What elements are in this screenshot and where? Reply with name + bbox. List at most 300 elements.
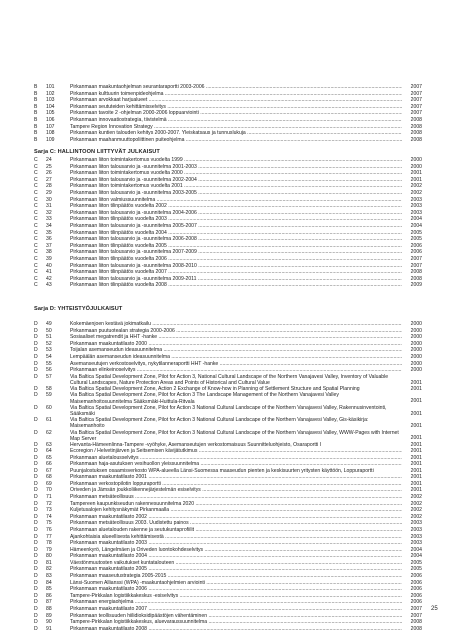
series-letter: B [34,97,38,104]
publication-year: 2006 [404,249,422,256]
publication-row [34,243,422,250]
series-letter: D [34,347,38,354]
publication-number: 66 [46,461,52,468]
publication-number: 105 [46,110,55,117]
publication-row [34,334,422,341]
publication-year: 2001 [404,455,422,462]
publication-number: 35 [46,229,52,236]
series-letter: D [34,526,38,533]
publication-row [34,197,422,204]
publication-number: 61 [46,417,52,424]
publication-year: 2002 [404,514,422,521]
publication-number: 67 [46,467,52,474]
publication-year: 2001 [404,177,422,184]
publication-year: 2001 [404,487,422,494]
publication-title: Pirkanmaan liiton valmiussuunnitelma ..... [70,197,402,204]
publication-number: 91 [46,625,52,632]
publication-year: 2007 [404,256,422,263]
publication-row [34,361,422,368]
publication-year: 2003 [404,197,422,204]
publication-year: 2009 [404,282,422,289]
publication-year: 2006 [404,243,422,250]
publication-title: Pirkanmaan aluetalouden rakenne ja seutukuntaprofiilit ..... [70,527,402,534]
series-letter: B [34,84,38,90]
publication-row [34,321,422,328]
series-letter: B [34,103,38,110]
publication-number: 84 [46,579,52,586]
publication-year: 2001 [404,435,422,442]
series-letter: C [34,262,38,269]
publication-number: 108 [46,130,55,137]
publication-row [34,606,422,613]
publication-year: 2001 [404,170,422,177]
publication-row [34,341,422,348]
series-letter: D [34,520,38,527]
publication-year: 2007 [404,613,422,620]
publication-year: 2001 [404,474,422,481]
series-letter: D [34,353,38,360]
publication-year: 2005 [404,560,422,567]
publication-number: 73 [46,507,52,514]
series-letter: D [34,367,38,374]
publication-title: Toijalan asemanseudun ideasuunnitelma ..... [70,347,402,354]
publication-row [34,269,422,276]
publication-row [34,599,422,606]
publication-title: Pirkanmaan innovaatiostrategia, tiivistelmä ..... [70,117,402,124]
publication-title: Pirkanmaan energiaohjelma ..... [70,599,402,606]
series-letter: C [34,170,38,177]
publication-title: Pirkanmaan kulttuurin toimenpideohjelma ..... [70,91,402,98]
publication-row [34,276,422,283]
series-letter: D [34,612,38,619]
publication-row [34,84,422,91]
series-letter: D [34,392,38,399]
publication-year: 2007 [404,84,422,91]
publication-title: Pirkanmaan tavoite 2 -ohjelman 2000-2006 loppuarviointi ..... [70,110,402,117]
publication-title: Pirkanmaan maakuntatilasto 2001 ..... [70,474,402,481]
publication-year: 2003 [404,203,422,210]
publication-title: Pirkanmaan liiton tilinpäätös vuodelta 2005 ..... [70,243,402,250]
series-letter: D [34,321,38,327]
publication-year: 2008 [404,626,422,633]
publication-title: Pirkanmaan puutuotealan strategia 2000-2006 ..... [70,328,402,335]
publication-year: 2008 [404,269,422,276]
publication-number: 43 [46,282,52,289]
publication-row [34,124,422,131]
publication-year: 2008 [404,117,422,124]
publication-year: 2000 [404,328,422,335]
publication-year: 2000 [404,361,422,368]
series-letter: D [34,500,38,507]
publication-row [34,626,422,633]
series-letter: C [34,222,38,229]
publication-row [34,110,422,117]
publication-year: 2002 [404,494,422,501]
publication-row [34,367,422,374]
publication-title: Pirkanmaan maakuntaohjelman seurantaraportti 2003-2006 ..... [70,84,402,91]
publication-title: Pirkanmaan liiton talousarvio ja -suunnitelma 2008-2010 ..... [70,263,402,270]
publication-row [34,494,422,501]
publication-row [34,210,422,217]
publication-year: 2008 [404,137,422,144]
series-letter: D [34,546,38,553]
publication-title: Via Baltica Spatial Development Zone, Pilot for Action 3 National Cultural Landscape of the Northern Vanajavesi Valley, Rakennusinventointi, Sääksmäki [70,404,387,417]
publication-number: 75 [46,520,52,527]
publication-title: Kokemäenjoen kestävä jokimatkailu ..... [70,321,402,328]
publication-title: Pirkanmaan maakuntatilasto 2007 ..... [70,606,402,613]
series-letter: D [34,559,38,566]
publication-row [34,97,422,104]
publication-number: 53 [46,347,52,354]
publication-title: Puunjalostuksen osaamisverkosto WPA-alueella Länsi-Suomessa maaseudun pienten ja keskisuurten yritysten käyttöön, Loppuraportti [70,467,374,474]
publication-title: Pirkanmaan maakuntatilasto 2006 ..... [70,586,402,593]
publication-year: 2006 [404,573,422,580]
publication-number: 30 [46,196,52,203]
publication-row [34,117,422,124]
publication-number: 79 [46,546,52,553]
publication-title: Pirkanmaan liiton talousarvio ja -suunnitelma 2005-2007 ..... [70,223,402,230]
publication-year: 2008 [404,276,422,283]
publication-row [34,566,422,573]
publication-number: 31 [46,203,52,210]
publication-title: Pirkanmaan liiton toimintakertomus vuodelta 1999 ..... [70,157,402,164]
series-letter: C [34,203,38,210]
publication-year: 2004 [404,553,422,560]
publication-year: 2007 [404,97,422,104]
publication-title: Pirkanmaan teollisuuden hiilidioksidipäästöjen vähentäminen ..... [70,613,402,620]
publication-row [34,586,422,593]
series-letter: C [34,189,38,196]
publication-number: 29 [46,189,52,196]
publication-title: Pirkanmaan kuntien talouden kehitys 2000-2007. Yleiskatsaus ja tunnuslukuja ..... [70,130,402,137]
series-letter: D [34,592,38,599]
series-letter: D [34,461,38,468]
publication-title: Pirkanmaan seututeiden kehittämisselvitys ..... [70,104,402,111]
publication-number: 89 [46,612,52,619]
series-letter: D [34,513,38,520]
series-letter: C [34,269,38,276]
publication-row [34,236,422,243]
publication-title: Pirkanmaan liiton tilinpäätös vuodelta 2007 ..... [70,269,402,276]
series-letter: C [34,209,38,216]
publication-title: Via Baltica Spatial Development Zone, Action 2 Exchange of Know-how in Planning of Settlement Structure and Spatial Planning [70,386,360,393]
publication-year: 2000 [404,157,422,164]
publication-number: 80 [46,553,52,560]
publication-row [34,448,422,455]
publication-year: 2006 [404,593,422,600]
publication-row [34,619,422,626]
publication-row [34,249,422,256]
publication-row [34,374,422,386]
publication-number: 38 [46,249,52,256]
publication-number: 88 [46,606,52,613]
series-letter: D [34,386,38,393]
series-letter: C [34,216,38,223]
publication-title: Pirkanmaan maakuntatilasto 2002 ..... [70,514,402,521]
publication-row [34,501,422,508]
publication-year: 2007 [404,606,422,613]
publication-year: 2001 [404,380,422,387]
publication-row [34,593,422,600]
series-letter: C [34,282,38,289]
publication-title: Pirkanmaan liiton talousarvio ja -suunnitelma 2004-2006 ..... [70,210,402,217]
publication-number: 28 [46,183,52,190]
publication-number: 85 [46,586,52,593]
series-letter: D [34,467,38,474]
publication-row [34,547,422,554]
publication-title: Pirkanmaan liiton tilinpäätös vuodelta 2006 ..... [70,256,402,263]
publication-number: 69 [46,480,52,487]
publication-number: 78 [46,540,52,547]
publication-number: 26 [46,170,52,177]
publication-title: Pirkanmaan liiton tilinpäätös vuodelta 2004 ..... [70,230,402,237]
publication-row [34,230,422,237]
publication-year: 2005 [404,230,422,237]
series-letter: B [34,136,38,143]
publication-number: 77 [46,533,52,540]
publication-year: 2001 [404,386,422,393]
publication-title: Pirkanmaan liiton talousarvio ja -suunnitelma 2001-2003 ..... [70,164,402,171]
publication-number: 25 [46,163,52,170]
publication-row [34,177,422,184]
publication-title: Sosiaaliset megatrendit ja HHT -hanke ..... [70,334,402,341]
publication-number: 57 [46,373,52,380]
publication-title: Tampereen kaupunkiseudun rakennesuunnitelma 2020 ..... [70,501,402,508]
publication-year: 2000 [404,367,422,374]
series-letter: D [34,553,38,560]
publication-title: Tampere Region Innovation Strategy ..... [70,124,402,131]
publication-row [34,216,422,223]
series-letter: D [34,566,38,573]
publication-number: 59 [46,392,52,399]
publication-title: Lempäälän asemanseudun ideasuunnitelma ..... [70,354,402,361]
publication-number: 62 [46,429,52,436]
publication-title: Via Baltica Spatial Development Zone, Pilot for Action 3 National Cultural Landscape of the Northern Vanajavesi Valley, Gis-käsikirja: Maisemanhoito [70,417,369,430]
series-d-list [34,321,422,632]
publication-row [34,104,422,111]
publication-title: Pirkanmaan maakuntatilasto 2008 ..... [70,626,402,633]
series-letter: D [34,327,38,334]
series-letter: D [34,454,38,461]
publication-title: Pirkanmaan liiton tilinpäätös vuodelta 2003 ..... [70,216,402,223]
series-d-heading: Sarja D: YHTEISTYÖJULKAISUT [34,306,123,312]
publication-title: Pirkanmaan liiton talousarvio ja -suunnitelma 2007-2009 ..... [70,249,402,256]
publication-title: Pirkanmaan haja-asutuksen vesihuollon yleissuunnitelma ..... [70,461,402,468]
series-letter: D [34,448,38,455]
publication-year: 2003 [404,540,422,547]
publication-number: 56 [46,367,52,374]
publication-title: Oriveden ja Jämsän joukkoliikennejärjestelmän esiselvitys ..... [70,487,402,494]
series-letter: C [34,183,38,190]
publication-title: Via Baltica Spatial Development Zone, Pilot for Action 3, National Cultural Landscape of the Northern Vanajavesi Valley, Inventory of Valuable Cultural Landscapes, Nature Protection Areas and Points of Historical and Cultural Value [70,373,389,386]
publication-year: 2001 [404,468,422,475]
publication-number: 24 [46,157,52,163]
publication-year: 2002 [404,190,422,197]
publication-title: Pirkanmaan liiton toimintakertomus vuodelta 2000 ..... [70,170,402,177]
publication-year: 2006 [404,580,422,587]
publication-title: Pirkanmaan liiton talousarvio ja -suunnitelma 2006-2008 ..... [70,236,402,243]
publication-year: 2001 [404,398,422,405]
publication-title: Pirkanmaan verkostopilotin loppuraportti ..... [70,481,402,488]
publication-year: 2007 [404,104,422,111]
series-letter: C [34,163,38,170]
publication-number: 72 [46,500,52,507]
series-letter: D [34,373,38,380]
publication-title: Pirkanmaan metsäteollisuus ..... [70,494,402,501]
series-letter: B [34,116,38,123]
publication-number: 83 [46,573,52,580]
publication-year: 2000 [404,347,422,354]
publication-title: Pirkanmaan elinkeinoselvitys ..... [70,367,402,374]
publication-row [34,282,422,289]
publication-row [34,534,422,541]
publication-number: 87 [46,599,52,606]
publication-number: 33 [46,216,52,223]
publication-title: Pirkanmaan maakuntatilasto 2004 ..... [70,553,402,560]
series-letter: C [34,249,38,256]
publication-row [34,455,422,462]
publication-row [34,392,422,404]
publication-year: 2000 [404,164,422,171]
publication-row [34,540,422,547]
publication-title: Pirkanmaan aluetalousselvitys ..... [70,455,402,462]
publication-title: Pirkanmaan liiton tilinpäätös vuodelta 2008 ..... [70,282,402,289]
publication-number: 60 [46,404,52,411]
publication-row [34,130,422,137]
series-letter: D [34,619,38,626]
publication-year: 2000 [404,321,422,328]
publication-number: 68 [46,474,52,481]
publication-number: 102 [46,90,55,97]
publication-title: Pirkanmaan maahanmuuttopoliittinen puiteohjelma ..... [70,137,402,144]
series-letter: D [34,417,38,424]
publication-number: 58 [46,386,52,393]
publication-year: 2000 [404,341,422,348]
publication-number: 36 [46,236,52,243]
series-letter: D [34,429,38,436]
publication-title: Pirkanmaan liiton talousarvio ja -suunnitelma 2009-2011 ..... [70,276,402,283]
publication-title: Pirkanmaan maakuntatilasto 2005 ..... [70,566,402,573]
publication-year: 2008 [404,130,422,137]
publication-number: 50 [46,327,52,334]
publication-title: Pirkanmaan liiton toimintakertomus vuodelta 2001 ..... [70,183,402,190]
publication-number: 27 [46,176,52,183]
publication-row [34,328,422,335]
publication-number: 42 [46,275,52,282]
series-letter: D [34,507,38,514]
publication-row [34,553,422,560]
publication-year: 2007 [404,91,422,98]
publication-number: 34 [46,222,52,229]
series-letter: D [34,606,38,613]
series-letter: D [34,474,38,481]
publication-row [34,573,422,580]
publication-year: 2003 [404,534,422,541]
publication-number: 70 [46,487,52,494]
publication-title: Via Baltica Spatial Development Zone, Pilot for Action 3 National Cultural Landscape of the Northern Vanajavesi Valley, WWW-Pages with Internet Map Server [70,429,399,442]
publication-year: 2006 [404,586,422,593]
series-letter: B [34,90,38,97]
publication-row [34,430,422,442]
publication-year: 2001 [404,481,422,488]
publication-number: 40 [46,262,52,269]
publication-row [34,223,422,230]
publication-row [34,481,422,488]
publication-title: Pirkanmaan arvokkaat harjualueet ..... [70,97,402,104]
publication-title: Ajankohtaisia alueellisesta kehittämisestä ..... [70,534,402,541]
publication-number: 71 [46,493,52,500]
publication-row [34,474,422,481]
publication-year: 2003 [404,527,422,534]
publication-year: 2000 [404,334,422,341]
series-letter: C [34,229,38,236]
publication-number: 101 [46,84,55,90]
publication-number: 82 [46,566,52,573]
publication-row [34,164,422,171]
publication-title: Tampere-Pirkkalan logistiikkakeskus -esiselvitys ..... [70,593,402,600]
publication-title: Väestönmuutosten vaikutukset kuntatalouteen ..... [70,560,402,567]
series-letter: B [34,110,38,117]
publication-row [34,560,422,567]
publication-number: 32 [46,209,52,216]
series-letter: D [34,579,38,586]
publication-title: Pirkanmaan liiton talousarvio ja -suunnitelma 2002-2004 ..... [70,177,402,184]
publication-year: 2001 [404,423,422,430]
publication-year: 2003 [404,210,422,217]
publication-number: 41 [46,269,52,276]
publication-title: Pirkanmaan liiton tilinpäätös vuodelta 2002 ..... [70,203,402,210]
publication-year: 2008 [404,124,422,131]
publication-number: 64 [46,448,52,455]
publication-number: 74 [46,513,52,520]
series-letter: D [34,404,38,411]
publication-year: 2004 [404,547,422,554]
series-letter: D [34,493,38,500]
publication-year: 2001 [404,442,422,449]
series-letter: D [34,360,38,367]
series-b-list [34,84,422,143]
series-letter: D [34,533,38,540]
publication-title: Tampere-Pirkkalan logistiikkakeskus, aluevaraussuunnitelma ..... [70,619,402,626]
publication-number: 55 [46,360,52,367]
publication-number: 63 [46,441,52,448]
publication-year: 2002 [404,501,422,508]
publication-row [34,520,422,527]
series-c-heading: Sarja C: HALLINTOON LIITTYVÄT JULKAISUT [34,149,160,155]
publication-row [34,613,422,620]
publication-title: Hervanta-Hämeenlinna-Tampere -vyöhyke, Asemanseutujen verkostomaisuus Suunnitteluohjeisto, Osaraportti I [70,441,322,448]
publication-title: Pirkanmaan maaseutustrategia 2005-2015 ..... [70,573,402,580]
publication-row [34,580,422,587]
publication-number: 107 [46,123,55,130]
series-letter: D [34,334,38,341]
publication-year: 2005 [404,566,422,573]
publication-year: 2002 [404,507,422,514]
publication-row [34,417,422,429]
series-letter: D [34,540,38,547]
publication-number: 104 [46,103,55,110]
publication-title: Via Baltica Spatial Development Zone, Pilot for Action 3 The Landscape Management of the Northern Vanajavesi Valley Maisemanhoitosuunnitelma Sääksmäki-Huittula-Ritvala [70,392,339,405]
publication-number: 54 [46,353,52,360]
series-c-list [34,157,422,289]
publication-title: Pirkanmaan metsäteollisuus 2003. Uudistettu painos ..... [70,520,402,527]
publication-year: 2007 [404,263,422,270]
publication-row [34,170,422,177]
publication-year: 2006 [404,599,422,606]
publication-number: 81 [46,559,52,566]
publication-title: Kuljetusalojen kehitysnäkymät Pirkanmaalla ..... [70,507,402,514]
publication-row [34,347,422,354]
